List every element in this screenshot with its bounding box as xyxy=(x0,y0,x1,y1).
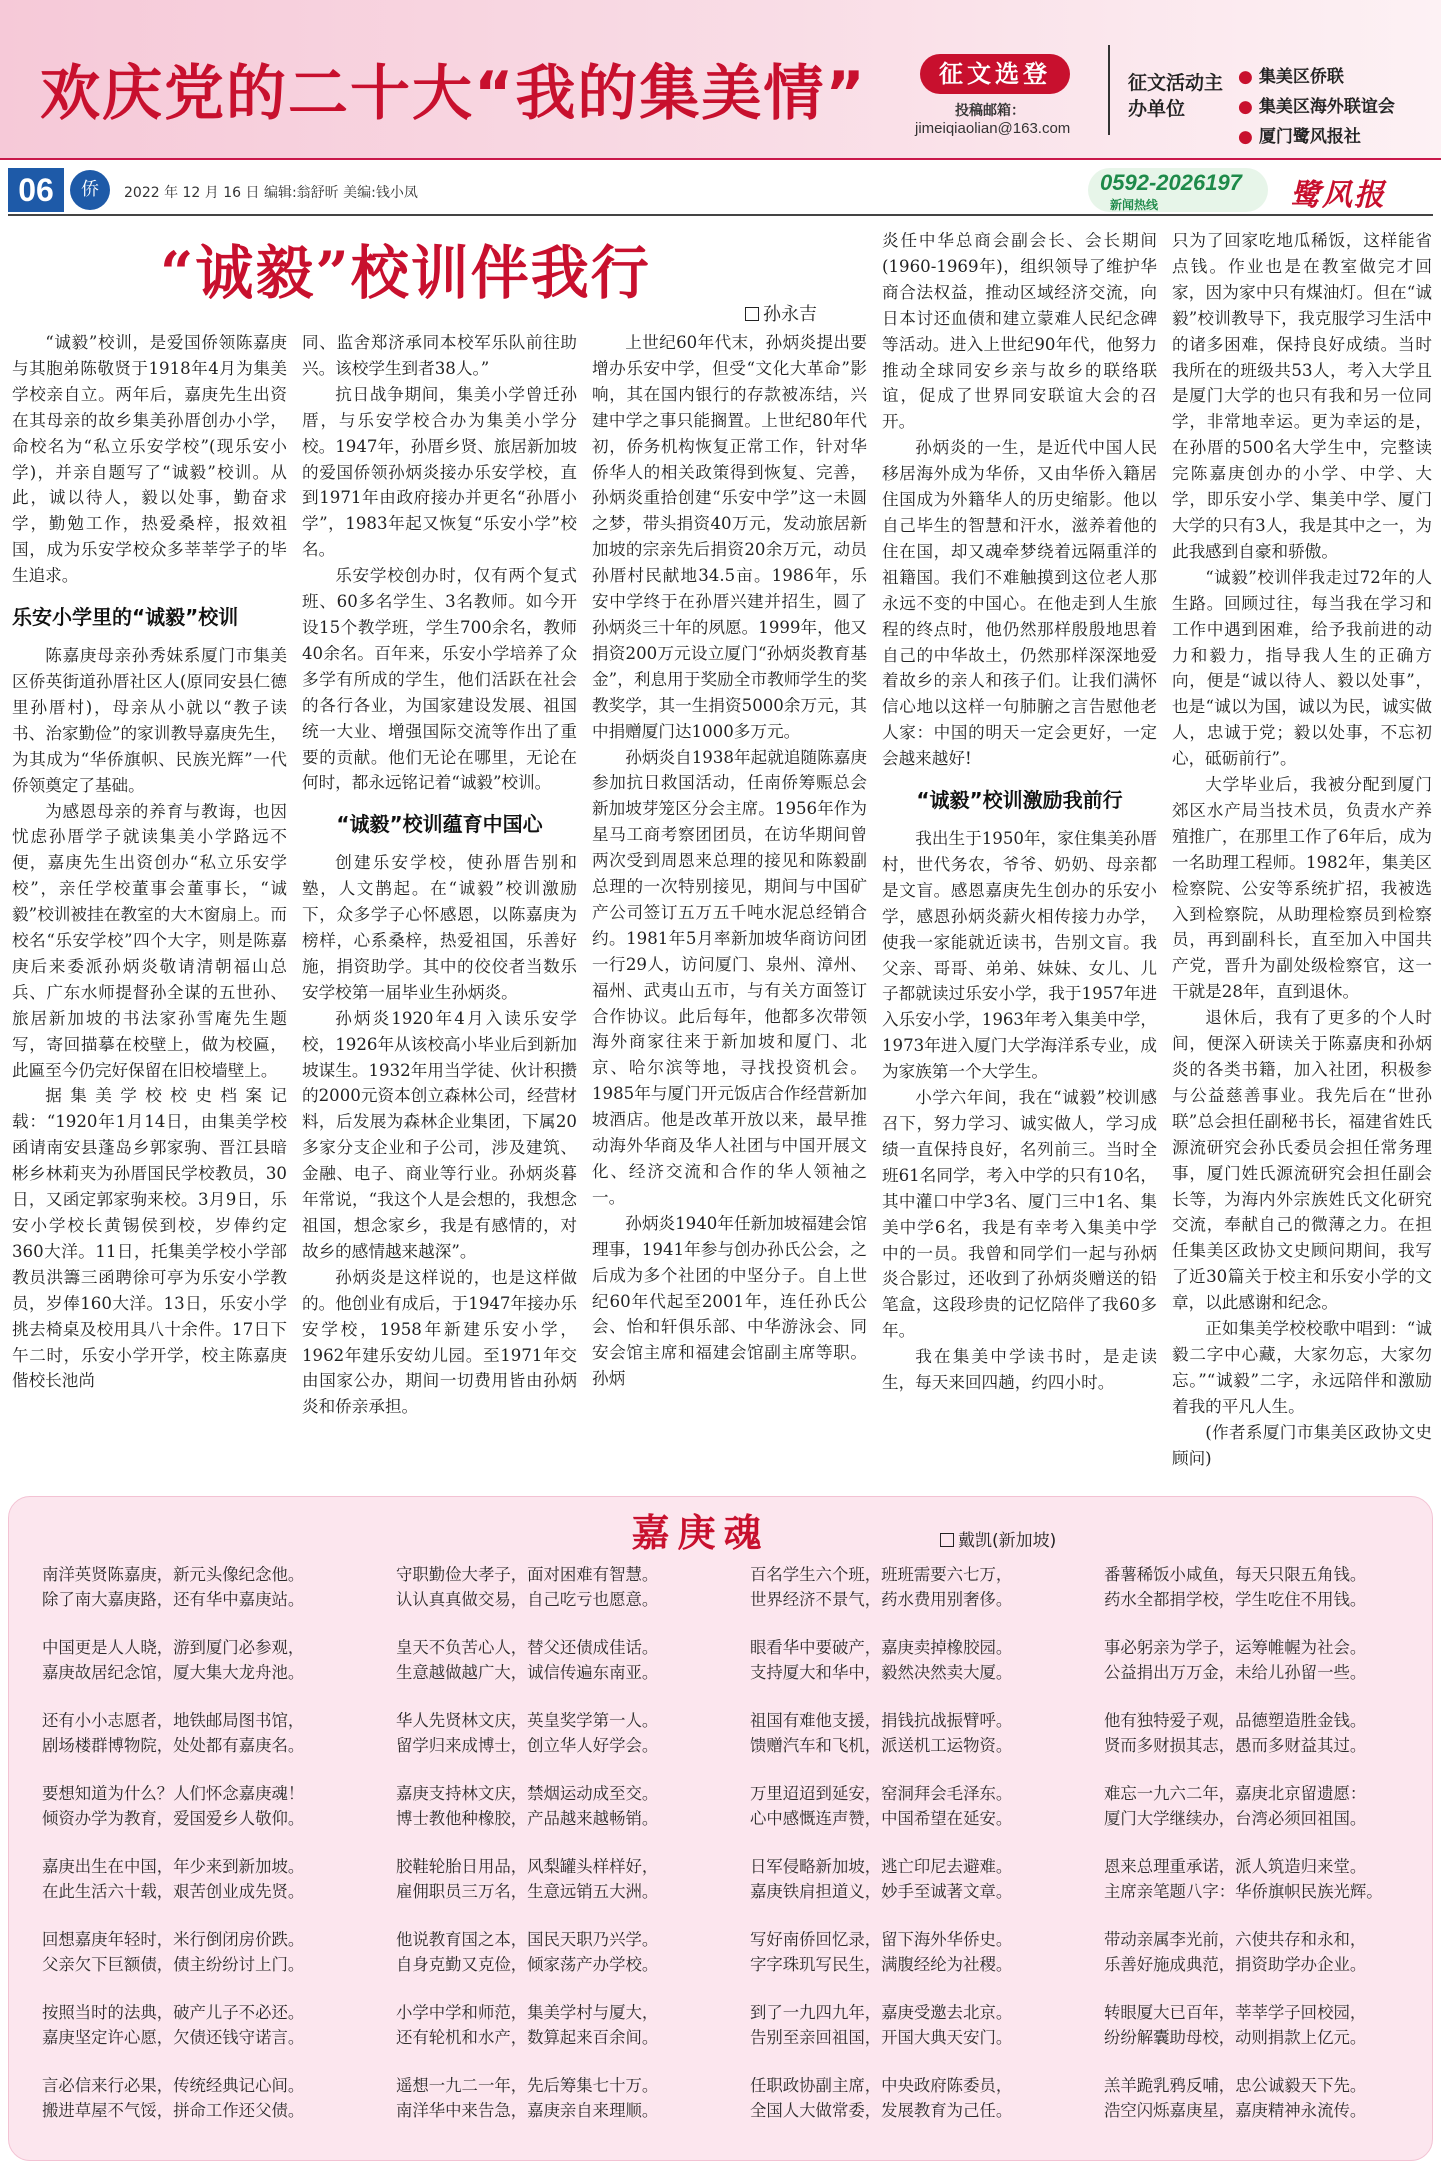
paragraph: 只为了回家吃地瓜稀饭，这样能省点钱。作业也是在教室做完才回家，因为家中只有煤油灯。但在“诚毅”校训教导下，我克服学习生活中的诸多困难，保持良好成绩。当时我所在的班级共53人，考入大学且是厦门大学的也只有我和另一位同学，非常地幸运。更为幸运的是，在孙厝的500名大学生中，完整读完陈嘉庚创办的小学、中学、大学，即乐安小学、集美中学、厦门大学的只有3人，我是其中之一，为此我感到自豪和骄傲。 xyxy=(1172,231,1432,561)
poem-line: 在此生活六十载，艰苦创业成先贤。 xyxy=(42,1882,305,1901)
poem-column xyxy=(396,1562,726,2152)
paragraph: 孙炳炎1940年任新加坡福建会馆理事，1941年参与创办孙氏公会，之后成为多个社团的中坚分子。自上世纪60年代起至2001年，连任孙氏公会、怡和轩俱乐部、中华游泳会、同安会馆主席和福建会馆副主席等职。孙炳 xyxy=(592,1213,867,1389)
poem-line: 中国更是人人晓，游到厦门必参观， xyxy=(42,1638,305,1657)
poem-author xyxy=(940,1526,1056,1551)
article-column-1 xyxy=(12,330,287,1486)
paragraph: 陈嘉庚母亲孙秀妹系厦门市集美区侨英街道孙厝社区人(原同安县仁德里孙厝村)，母亲从小就以“教子读书、治家勤俭”的家训教导嘉庚先生，为其成为“华侨旗帜、民族光辉”一代侨领奠定了基础。 xyxy=(12,646,287,795)
poem-line: 剧场楼群博物院，处处都有嘉庚名。 xyxy=(42,1736,305,1755)
poem-line: 嘉庚故居纪念馆，厦大集大龙舟池。 xyxy=(42,1663,305,1682)
paragraph: 大学毕业后，我被分配到厦门郊区水产局当技术员，负责水产养殖推广，在那里工作了6年后，成为一名助理工程师。1982年，集美区检察院、公安等系统扩招，我被选入到检察院，从助理检察员到检察员，再到副科长，直至加入中国共产党，晋升为副处级检察官，这一干就是28年，直到退休。 xyxy=(1172,775,1432,1002)
poem-stanza xyxy=(396,2000,726,2073)
paragraph: 上世纪60年代末，孙炳炎提出要增办乐安中学，但受“文化大革命”影响，其在国内银行的存款被冻结，兴建中学之事只能搁置。上世纪80年代初，侨务机构恢复正常工作，针对华侨华人的相关政策得到恢复、完善，孙炳炎重拾创建“乐安中学”这一未圆之梦，带头捐资40万元，发动旅居新加坡的宗亲先后捐资20余万元，动员孙厝村民献地34.5亩。1986年，乐安中学终于在孙厝兴建并招生，圆了孙炳炎三十年的夙愿。1999年，他又捐资200万元设立厦门“孙炳炎教育基金”，利息用于奖励全市教师学生的奖教奖学，其一生捐资5000余万元，其中捐赠厦门达1000多万元。 xyxy=(592,333,867,741)
paragraph: 我在集美中学读书时，是走读生，每天来回四趟，约四小时。 xyxy=(882,1347,1157,1393)
poem-line: 皇天不负苦心人，替父还债成佳话。 xyxy=(396,1638,659,1657)
poem-line: 南洋华中来告急，嘉庚亲自来理顺。 xyxy=(396,2101,659,2120)
poem-stanza xyxy=(750,1854,1080,1927)
poem-stanza xyxy=(750,2073,1080,2146)
poem-stanza xyxy=(750,1708,1080,1781)
poem-stanza xyxy=(396,1562,726,1635)
poem-title: 嘉庚魂 xyxy=(631,1510,770,1555)
section-heading: “诚毅”校训蕴育中国心 xyxy=(336,812,543,837)
poem-line: 乐善好施成典范，捐资助学办企业。 xyxy=(1104,1955,1367,1974)
poem-line: 百名学生六个班，班班需要六七万， xyxy=(750,1565,1013,1584)
poem-line: 倾资办学为教育，爱国爱乡人敬仰。 xyxy=(42,1809,305,1828)
author-name: 孙永吉 xyxy=(763,304,817,325)
banner-badge: 征文选登 xyxy=(920,54,1070,94)
poem-line: 按照当时的法典，破产儿子不必还。 xyxy=(42,2003,305,2022)
header-rule xyxy=(8,214,1433,216)
poem-stanza xyxy=(1104,1562,1434,1635)
poem-line: 雇佣职员三万名，生意远销五大洲。 xyxy=(396,1882,659,1901)
poem-line: 心中感慨连声赞，中国希望在延安。 xyxy=(750,1809,1013,1828)
poem-line: 告别至亲回祖国，开国大典天安门。 xyxy=(750,2028,1013,2047)
poem-line: 嘉庚支持林文庆，禁烟运动成至交。 xyxy=(396,1784,659,1803)
poem-line: 浩空闪烁嘉庚星，嘉庚精神永流传。 xyxy=(1104,2101,1367,2120)
paragraph: 为感恩母亲的养育与教诲，也因忧虑孙厝学子就读集美小学路远不便，嘉庚先生出资创办“私立乐安学校”，亲任学校董事会董事长，“诚毅”校训被挂在教室的大木窗扇上。而校名“乐安学校”四个大字，则是陈嘉庚后来委派孙炳炎敬请清朝福山总兵、广东水师提督孙全谋的五世孙、旅居新加坡的书法家孙雪庵先生题写，寄回描摹在校壁上，做为校匾，此匾至今仍完好保留在旧校墙壁上。 xyxy=(12,801,287,1080)
paragraph: 创建乐安学校，使孙厝告别和塾，人文鹊起。在“诚毅”校训激励下，众多学子心怀感恩，以陈嘉庚为榜样，心系桑梓，热爱祖国，乐善好施，捐资助学。其中的佼佼者当数乐安学校第一届毕业生孙炳炎。 xyxy=(302,853,577,1002)
poem-line: 搬进草屋不气馁，拼命工作还父债。 xyxy=(42,2101,305,2120)
poem-stanza xyxy=(396,1927,726,2000)
poem-stanza xyxy=(42,1708,372,1781)
article-author xyxy=(745,300,817,326)
poem-line: 馈赠汽车和飞机，派送机工运物资。 xyxy=(750,1736,1013,1755)
section-seal-icon: 侨 xyxy=(70,170,110,210)
article-column-2 xyxy=(302,330,577,1486)
poem-stanza xyxy=(750,1635,1080,1708)
banner-email-label: 投稿邮箱： xyxy=(955,103,1025,119)
poem-line: 认认真真做交易，自己吃亏也愿意。 xyxy=(396,1590,659,1609)
poem-stanza xyxy=(42,2073,372,2146)
poem-line: 纷纷解囊助母校，动则捐款上亿元。 xyxy=(1104,2028,1367,2047)
poem-line: 药水全都捐学校，学生吃住不用钱。 xyxy=(1104,1590,1367,1609)
poem-line: 番薯稀饭小咸鱼，每天只限五角钱。 xyxy=(1104,1565,1367,1584)
poem-line: 羔羊跪乳鸦反哺，忠公诚毅天下先。 xyxy=(1104,2076,1367,2095)
poem-line: 还有小小志愿者，地铁邮局图书馆， xyxy=(42,1711,305,1730)
poem-line: 嘉庚坚定许心愿，欠债还钱守诺言。 xyxy=(42,2028,305,2047)
poem-line: 字字珠玑写民生，满腹经纶为社稷。 xyxy=(750,1955,1013,1974)
poem-line: 嘉庚铁肩担道义，妙手至诚著文章。 xyxy=(750,1882,1013,1901)
poem-stanza xyxy=(396,1708,726,1781)
poem-line: 博士教他种橡胶，产品越来越畅销。 xyxy=(396,1809,659,1828)
poem-line: 父亲欠下巨额债，债主纷纷讨上门。 xyxy=(42,1955,305,1974)
paragraph: 同、监舍郑济承同本校军乐队前往助兴。该校学生到者38人。” xyxy=(302,333,577,378)
paragraph: 抗日战争期间，集美小学曾迁孙厝，与乐安学校合办为集美小学分校。1947年，孙厝乡贤、旅居新加坡的爱国侨领孙炳炎接办乐安学校，直到1971年由政府接办并更名“孙厝小学”，1983年起又恢复“乐安小学”校名。 xyxy=(302,384,577,560)
poem-line: 世界经济不景气，药水费用别奢侈。 xyxy=(750,1590,1013,1609)
poem-stanza xyxy=(1104,2000,1434,2073)
poem-line: 全国人大做常委，发展教育为己任。 xyxy=(750,2101,1013,2120)
poem-stanza xyxy=(1104,1927,1434,2000)
organizer-label: 征文活动主办单位 xyxy=(1128,72,1224,120)
poem-line: 守职勤俭大孝子，面对困难有智慧。 xyxy=(396,1565,659,1584)
poem-line: 到了一九四九年，嘉庚受邀去北京。 xyxy=(750,2003,1013,2022)
poem-line: 生意越做越广大，诚信传遍东南亚。 xyxy=(396,1663,659,1682)
paragraph: 孙炳炎是这样说的，也是这样做的。他创业有成后，于1947年接办乐安学校，1958年新建乐安小学，1962年建乐安幼儿园。至1971年交由国家公办，期间一切费用皆由孙炳炎和侨亲承担。 xyxy=(302,1267,577,1417)
poem-line: 胶鞋轮胎日用品，风梨罐头样样好， xyxy=(396,1857,659,1876)
poem-line: 祖国有难他支援，捐钱抗战振臂呼。 xyxy=(750,1711,1013,1730)
poem-line: 支持厦大和华中，毅然决然卖大厦。 xyxy=(750,1663,1013,1682)
paragraph: 我出生于1950年，家住集美孙厝村，世代务农，爷爷、奶奶、母亲都是文盲。感恩嘉庚先生创办的乐安小学，感恩孙炳炎薪火相传接力办学，使我一家能就近读书，告别文盲。我父亲、哥哥、弟弟、妹妹、女儿、儿子都就读过乐安小学，我于1957年进入乐安小学，1963年考入集美中学，1973年进入厦门大学海洋系专业，成为家族第一个大学生。 xyxy=(882,829,1157,1082)
poem-line: 厦门大学继续办，台湾必须回祖国。 xyxy=(1104,1809,1367,1828)
poem-line: 难忘一九六二年，嘉庚北京留遗愿： xyxy=(1104,1784,1367,1803)
paragraph: 小学六年间，我在“诚毅”校训感召下，努力学习、诚实做人，学习成绩一直保持良好，名列前三。当时全班61名同学，考入中学的只有10名，其中灌口中学3名、厦门三中1名、集美中学6名，我是有幸考入集美中学中的一员。我曾和同学们一起与孙炳炎合影过，还收到了孙炳炎赠送的铅笔盒，这段珍贵的记忆陪伴了我60多年。 xyxy=(882,1088,1157,1341)
campaign-banner xyxy=(0,0,1441,160)
paragraph: 孙炳炎的一生，是近代中国人民移居海外成为华侨，又由华侨入籍居住国成为外籍华人的历史缩影。他以自己毕生的智慧和汗水，滋养着他的住在国，却又魂牵梦绕着远隔重洋的祖籍国。我们不难触摸到这位老人那永远不变的中国心。在他走到人生旅程的终点时，他仍然那样殷殷地思着自己的中华故土，仍然那样深深地爱着故乡的亲人和孩子们。让我们满怀信心地以这样一句肺腑之言告慰他老人家：中国的明天一定会更好，一定会越来越好! xyxy=(882,438,1157,769)
poem-stanza xyxy=(1104,2073,1434,2146)
paragraph: “诚毅”校训伴我走过72年的人生路。回顾过往，每当我在学习和工作中遇到困难，给予我前进的动力和毅力，指导我人生的正确方向，便是“诚以待人、毅以处事”，也是“诚以为国，诚以为民，诚实做人，忠诚于党；毅以处事，不忘初心，砥砺前行”。 xyxy=(1172,567,1432,769)
paragraph: 退休后，我有了更多的个人时间，便深入研读关于陈嘉庚和孙炳炎的各类书籍，加入社团，积极参与公益慈善事业。我先后在“世孙联”总会担任副秘书长，福建省姓氏源流研究会孙氏委员会担任常务理事，厦门姓氏源流研究会担任副会长等，为海内外宗族姓氏文化研究交流，奉献自己的微薄之力。在担任集美区政协文史顾问期间，我写了近30篇关于校主和乐安小学的文章，以此感谢和纪念。 xyxy=(1172,1008,1432,1313)
poem-line: 要想知道为什么？人们怀念嘉庚魂！ xyxy=(42,1784,305,1803)
article-title: “诚毅”校训伴我行 xyxy=(160,239,651,307)
hotline-number: 0592-2026197 xyxy=(1100,170,1242,195)
paragraph: 据集美学校校史档案记载：“1920年1月14日，由集美学校函请南安县蓬岛乡郭家驹、晋江县暗彬乡林莉夹为孙厝国民学校教员，30日，又函定郭家驹来校。3月9日，乐安小学校长黄锡侯到校，岁俸约定360大洋。11日，托集美学校小学部教员洪籌三函聘徐可亭为乐安小学教员，岁俸160大洋。13日，乐安小学挑去椅桌及校用具八十余件。17日下午二时，乐安小学开学，校主陈嘉庚偕校长池尚 xyxy=(12,1086,287,1391)
author-box-icon xyxy=(745,307,759,321)
paragraph: 炎任中华总商会副会长、会长期间(1960-1969年)，组织领导了维护华商合法权益，推动区域经济交流，向日本讨还血债和建立蒙难人民纪念碑等活动。进入上世纪90年代，他努力推动全球同安乡亲与故乡的联络联谊，促成了世界同安联谊大会的召开。 xyxy=(882,231,1157,432)
paragraph: “诚毅”校训，是爱国侨领陈嘉庚与其胞弟陈敬贤于1918年4月为集美学校亲自立。两年后，嘉庚先生出资在其母亲的故乡集美孙厝创办小学，命校名为“私立乐安学校”(现乐安小学)，并亲自题写了“诚毅”校训。从此，诚以待人，毅以处事，勤奋求学，勤勉工作，热爱桑梓，报效祖国，成为乐安学校众多莘莘学子的毕生追求。 xyxy=(12,333,287,586)
page-header xyxy=(0,166,1441,216)
section-heading: “诚毅”校训激励我前行 xyxy=(916,788,1123,813)
author-note: (作者系厦门市集美区政协文史顾问) xyxy=(1172,1422,1432,1468)
poem-line: 小学中学和师范，集美学村与厦大， xyxy=(396,2003,659,2022)
page-meta: 2022 年 12 月 16 日 编辑:翁舒昕 美编:钱小凤 xyxy=(124,185,418,201)
poem-line: 公益捐出万万金，未给儿孙留一些。 xyxy=(1104,1663,1367,1682)
poem-stanza xyxy=(1104,1854,1434,1927)
poem-stanza xyxy=(1104,1781,1434,1854)
paragraph: 乐安学校创办时，仅有两个复式班、60多名学生、3名教师。如今开设15个教学班，学生700余名，教师40余名。百年来，乐安小学培养了众多学有所成的学生，他们活跃在社会的各行各业，为国家建设发展、祖国统一大业、增强国际交流等作出了重要的贡献。他们无论在哪里，无论在何时，都永远铭记着“诚毅”校训。 xyxy=(302,566,577,793)
poem-line: 还有轮机和水产，数算起来百余间。 xyxy=(396,2028,659,2047)
poem-stanza xyxy=(750,2000,1080,2073)
poem-line: 言必信来行必果，传统经典记心间。 xyxy=(42,2076,305,2095)
poem-line: 贤而多财损其志，愚而多财益其过。 xyxy=(1104,1736,1367,1755)
paragraph: 孙炳炎1920年4月入读乐安学校，1926年从该校高小毕业后到新加坡谋生。1932年用当学徒、伙计积攒的2000元资本创立森林公司，经营材料，后发展为森林企业集团，下属20多家分支企业和子公司，涉及建筑、金融、电子、商业等行业。孙炳炎暮年常说，“我这个人是会想的，我想念祖国，想念家乡，我是有感情的，对故乡的感情越来越深”。 xyxy=(302,1008,577,1261)
poem-column xyxy=(1104,1562,1434,2152)
organizer-item: ● 集美区海外联谊会 xyxy=(1238,92,1395,122)
poem-line: 除了南大嘉庚路，还有华中嘉庚站。 xyxy=(42,1590,305,1609)
poem-line: 他有独特爱子观，品德塑造胜金钱。 xyxy=(1104,1711,1367,1730)
poem-stanza xyxy=(1104,1708,1434,1781)
poem-stanza xyxy=(1104,1635,1434,1708)
poem-column xyxy=(750,1562,1080,2152)
page-number: 06 xyxy=(8,168,64,212)
banner-divider xyxy=(1108,45,1110,135)
poem-stanza xyxy=(750,1562,1080,1635)
organizer-list xyxy=(1238,62,1395,152)
poem-stanza xyxy=(42,1781,372,1854)
poem-stanza xyxy=(396,1781,726,1854)
banner-email: jimeiqiaolian@163.com xyxy=(915,120,1071,137)
paragraph: 孙炳炎自1938年起就追随陈嘉庚参加抗日救国活动，任南侨筹赈总会新加坡芽笼区分会主席。1956年作为星马工商考察团团员，在访华期间曾两次受到周恩来总理的接见和陈毅副总理的一次特别接见，期间与中国矿产公司签订五万五千吨水泥总经销合约。1981年5月率新加坡华商访问团一行29人，访问厦门、泉州、漳州、福州、武夷山五市，与有关方面签订合作协议。此后每年，他都多次带领海外商家往来于新加坡和厦门、北京、哈尔滨等地，寻找投资机会。1985年与厦门开元饭店合作经营新加坡酒店。他是改革开放以来，最早推动海外华商及华人社团与中国开展文化、经济交流和合作的华人领袖之一。 xyxy=(592,747,867,1207)
poem-line: 写好南侨回忆录，留下海外华侨史。 xyxy=(750,1930,1013,1949)
poem-stanza xyxy=(396,1854,726,1927)
poem-stanza xyxy=(396,2073,726,2146)
hotline-label: 新闻热线 xyxy=(1110,198,1159,212)
article-column-3 xyxy=(592,330,867,1486)
paper-name: 鹭风报 xyxy=(1290,178,1386,213)
poem-line: 自身克勤又克俭，倾家荡产办学校。 xyxy=(396,1955,659,1974)
poem-line: 华人先贤林文庆，英皇奖学第一人。 xyxy=(396,1711,659,1730)
poem-line: 他说教育国之本，国民天职乃兴学。 xyxy=(396,1930,659,1949)
poem-line: 带动亲属李光前，六使共存和永和， xyxy=(1104,1930,1367,1949)
paragraph: 正如集美学校校歌中唱到：“诚毅二字中心藏，大家勿忘，大家勿忘。”“诚毅”二字，永远陪伴和激励着我的平凡人生。 xyxy=(1172,1319,1432,1416)
poem-stanza xyxy=(42,1562,372,1635)
poem-stanza xyxy=(750,1927,1080,2000)
poem-line: 恩来总理重承诺，派人筑造归来堂。 xyxy=(1104,1857,1367,1876)
poem-line: 任职政协副主席，中央政府陈委员， xyxy=(750,2076,1013,2095)
article-column-4 xyxy=(882,228,1157,1486)
poem-line: 遥想一九二一年，先后筹集七十万。 xyxy=(396,2076,659,2095)
poem-stanza xyxy=(42,2000,372,2073)
poem-line: 南洋英贤陈嘉庚，新元头像纪念他。 xyxy=(42,1565,305,1584)
poem-stanza xyxy=(750,1781,1080,1854)
poem-stanza xyxy=(42,1927,372,2000)
poem-line: 眼看华中要破产，嘉庚卖掉橡胶园。 xyxy=(750,1638,1013,1657)
section-heading: 乐安小学里的“诚毅”校训 xyxy=(12,605,239,630)
poem-column xyxy=(42,1562,372,2152)
banner-title: 欢庆党的二十大“我的集美情” xyxy=(40,59,867,129)
poem-stanza xyxy=(42,1635,372,1708)
organizer-item: ● 厦门鹭风报社 xyxy=(1238,122,1395,152)
poem-line: 转眼厦大已百年，莘莘学子回校园， xyxy=(1104,2003,1367,2022)
poem-line: 事必躬亲为学子，运筹帷幄为社会。 xyxy=(1104,1638,1367,1657)
poem-line: 留学归来成博士，创立华人好学会。 xyxy=(396,1736,659,1755)
poem-line: 嘉庚出生在中国，年少来到新加坡。 xyxy=(42,1857,305,1876)
poem-stanza xyxy=(396,1635,726,1708)
poem-line: 回想嘉庚年轻时，米行倒闭房价跌。 xyxy=(42,1930,305,1949)
organizer-item: ● 集美区侨联 xyxy=(1238,62,1395,92)
poem-stanza xyxy=(42,1854,372,1927)
article-column-5 xyxy=(1172,228,1432,1486)
poem-line: 主席亲笔题八字：华侨旗帜民族光辉。 xyxy=(1104,1882,1383,1901)
poem-line: 万里迢迢到延安，窑洞拜会毛泽东。 xyxy=(750,1784,1013,1803)
author-box-icon xyxy=(940,1533,954,1547)
poem-line: 日军侵略新加坡，逃亡印尼去避难。 xyxy=(750,1857,1013,1876)
poem-author-name: 戴凯(新加坡) xyxy=(958,1531,1057,1551)
